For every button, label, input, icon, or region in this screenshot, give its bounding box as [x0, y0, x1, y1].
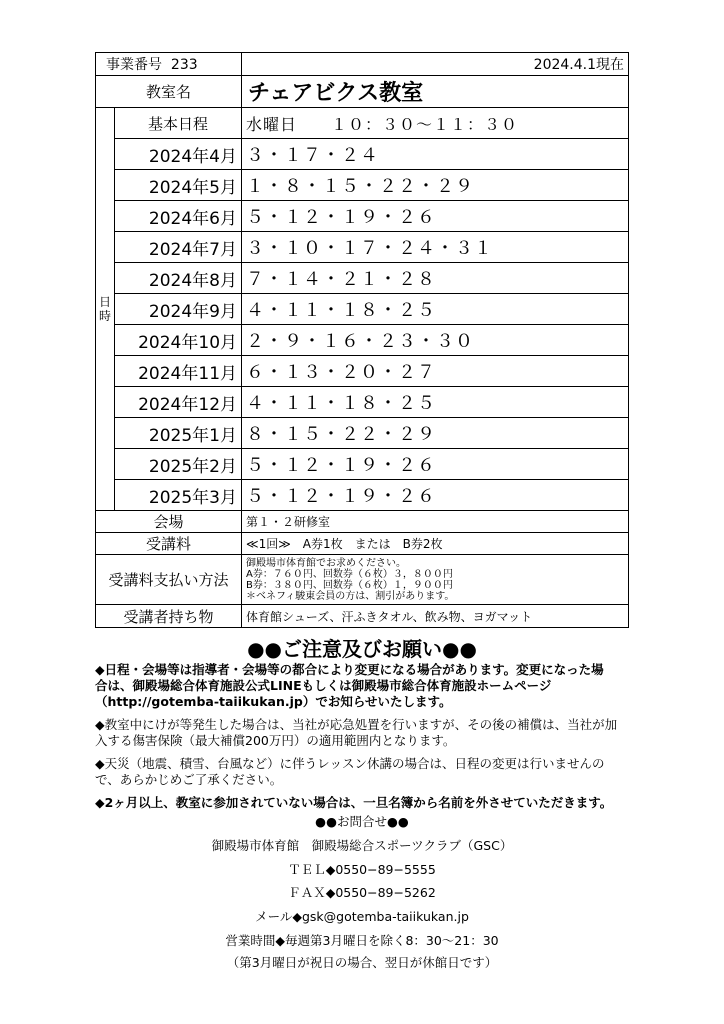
month-label: 2024年10月	[115, 325, 242, 356]
month-row	[96, 139, 629, 170]
month-row	[96, 232, 629, 263]
notice-line: 入する傷害保険（最大補償200万円）の適用範囲内となります。	[95, 733, 456, 748]
notice-item	[95, 795, 635, 811]
month-row	[96, 387, 629, 418]
contact-holiday-note: （第3月曜日が祝日の場合、翌日が休館日です）	[226, 955, 498, 970]
month-days: ５・１２・１９・２６	[242, 449, 629, 480]
venue-value: 第１・２研修室	[242, 511, 629, 533]
contact-tel: ＴＥＬ◆0550−89−5555	[288, 862, 436, 877]
belongings-value: 体育館シューズ、汗ふきタオル、飲み物、ヨガマット	[242, 605, 629, 628]
notice-item	[95, 662, 635, 710]
notice-item	[95, 756, 635, 788]
notice-line: 合は、御殿場総合体育施設公式LINEもしくは御殿場市総合体育施設ホームページ	[95, 678, 552, 693]
notice-line: ◆2ヶ月以上、教室に参加されていない場合は、一旦名簿から名前を外させていただきます。	[95, 795, 613, 810]
month-row	[96, 418, 629, 449]
notice-list	[95, 662, 635, 818]
basic-schedule-label: 基本日程	[115, 108, 242, 139]
belongings-row	[96, 605, 629, 628]
as-of-date: 2024.4.1現在	[242, 53, 629, 76]
fee-row	[96, 533, 629, 555]
month-days: ３・１７・２４	[242, 139, 629, 170]
notice-line: ◆教室中にけが等発生した場合は、当社が応急処置を行いますが、その後の補償は、当社が加	[95, 717, 618, 732]
month-row	[96, 170, 629, 201]
month-label: 2024年5月	[115, 170, 242, 201]
basic-schedule-value: 水曜日 １０：３０〜１１：３０	[242, 108, 629, 139]
side-label-char: 日	[98, 295, 111, 309]
classroom-row	[96, 76, 629, 108]
month-days: ４・１１・１８・２５	[242, 387, 629, 418]
program-number: 233	[170, 57, 198, 73]
fee-label: 受講料	[96, 533, 242, 555]
month-label: 2024年9月	[115, 294, 242, 325]
basic-schedule-row	[96, 108, 629, 139]
notice-line: （http://gotemba-taiikukan.jp）でお知らせいたします。	[95, 694, 452, 709]
month-days: ５・１２・１９・２６	[242, 480, 629, 511]
month-label: 2024年11月	[115, 356, 242, 387]
fee-value: ≪1回≫ A券1枚 または B券2枚	[242, 533, 629, 555]
schedule-table	[95, 52, 629, 628]
month-row	[96, 263, 629, 294]
header-row	[96, 53, 629, 76]
notice-item	[95, 717, 635, 749]
datetime-side-label	[96, 108, 115, 511]
payment-details	[242, 555, 629, 605]
payment-line: 御殿場市体育館でお求めください。	[246, 557, 407, 569]
payment-label: 受講料支払い方法	[96, 555, 242, 605]
notice-line: ◆日程・会場等は指導者・会場等の都合により変更になる場合があります。変更になった場	[95, 662, 604, 677]
contact-fax: ＦＡＸ◆0550−89−5262	[288, 885, 436, 900]
month-days: ５・１２・１９・２６	[242, 201, 629, 232]
program-number-cell	[96, 53, 242, 76]
contact-organization: 御殿場市体育館 御殿場総合スポーツクラブ（GSC）	[211, 838, 513, 853]
contact-email: メール◆gsk@gotemba-taiikukan.jp	[255, 909, 469, 924]
contact-hours: 営業時間◆毎週第3月曜日を除く8：30〜21：30	[225, 933, 499, 948]
month-days: ２・９・１６・２３・３０	[242, 325, 629, 356]
payment-row	[96, 555, 629, 605]
month-label: 2024年7月	[115, 232, 242, 263]
belongings-label: 受講者持ち物	[96, 605, 242, 628]
month-label: 2025年1月	[115, 418, 242, 449]
month-row	[96, 294, 629, 325]
notice-heading: ●●ご注意及びお願い●●	[247, 637, 477, 661]
month-label: 2024年4月	[115, 139, 242, 170]
month-label: 2024年6月	[115, 201, 242, 232]
month-row	[96, 201, 629, 232]
notice-line: ◆天災（地震、積雪、台風など）に伴うレッスン休講の場合は、日程の変更は行いませんの	[95, 756, 605, 771]
month-days: ３・１０・１７・２４・３１	[242, 232, 629, 263]
classroom-name: チェアビクス教室	[242, 76, 629, 108]
program-number-label: 事業番号	[106, 57, 162, 73]
month-days: ４・１１・１８・２５	[242, 294, 629, 325]
month-days: ８・１５・２２・２９	[242, 418, 629, 449]
month-days: １・８・１５・２２・２９	[242, 170, 629, 201]
payment-line: ＊ベネフィ駿東会員の方は、割引があります。	[246, 590, 455, 602]
month-label: 2025年2月	[115, 449, 242, 480]
month-label: 2025年3月	[115, 480, 242, 511]
month-days: ７・１４・２１・２８	[242, 263, 629, 294]
venue-label: 会場	[96, 511, 242, 533]
month-label: 2024年8月	[115, 263, 242, 294]
side-label-char: 時	[98, 309, 111, 323]
venue-row	[96, 511, 629, 533]
payment-line: A券：７６０円、回数券（６枚）３，８００円	[246, 568, 453, 580]
month-label: 2024年12月	[115, 387, 242, 418]
month-row	[96, 325, 629, 356]
payment-line: B券：３８０円、回数券（６枚）１，９００円	[246, 579, 453, 591]
month-row	[96, 356, 629, 387]
contact-heading: ●●お問合せ●●	[315, 814, 409, 829]
notice-line: で、あらかじめご了承ください。	[95, 772, 283, 787]
classroom-label: 教室名	[96, 76, 242, 108]
month-row	[96, 480, 629, 511]
month-days: ６・１３・２０・２７	[242, 356, 629, 387]
month-row	[96, 449, 629, 480]
